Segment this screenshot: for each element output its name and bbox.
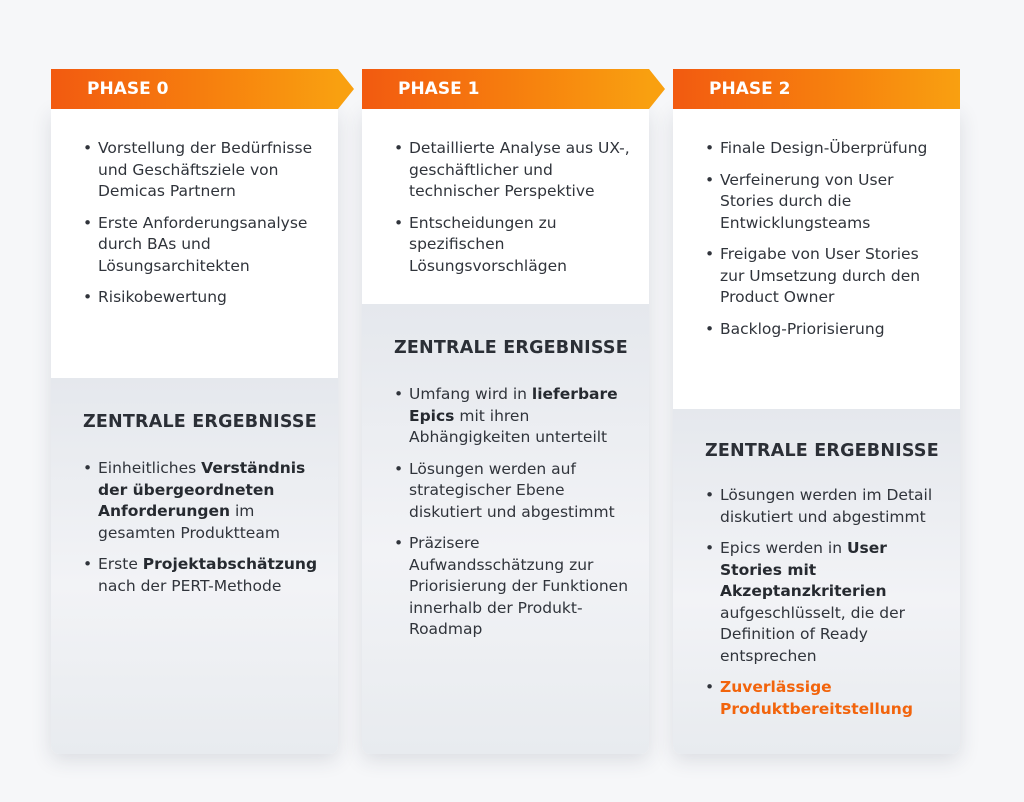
list-item: • Verfeinerung von User Stories durch die Entwicklungsteams <box>705 170 946 235</box>
list-item: • Entscheidungen zu spezifischen Lösungsvorschlägen <box>394 213 635 278</box>
phase-2-label: PHASE 2 <box>709 79 791 99</box>
list-item: • Umfang wird in lieferbare Epics mit ihren Abhängigkeiten unterteilt <box>394 384 631 449</box>
list-item: • Lösungen werden auf strategischer Ebene diskutiert und abgestimmt <box>394 459 631 524</box>
list-item: • Backlog-Priorisierung <box>705 319 946 341</box>
results-title: ZENTRALE ERGEBNISSE <box>83 412 317 432</box>
list-item: • Erste Anforderungsanalyse durch BAs und Lösungsarchitekten <box>83 213 324 278</box>
results-title: ZENTRALE ERGEBNISSE <box>705 441 939 461</box>
phase-0-label: PHASE 0 <box>87 79 169 99</box>
list-item: • Risikobewertung <box>83 287 324 309</box>
phase-2-header <box>673 69 960 109</box>
phase-1-activities <box>362 109 649 304</box>
phase-2-activities <box>673 109 960 409</box>
phase-1-results <box>362 304 649 754</box>
list-item: • Epics werden in User Stories mit Akzeptanzkriterien aufgeschlüsselt, die der Definition of Ready entsprechen <box>705 538 942 667</box>
phase-0-column <box>51 69 338 595</box>
list-item: • Lösungen werden im Detail diskutiert und abgestimmt <box>705 485 942 528</box>
phase-1-label: PHASE 1 <box>398 79 480 99</box>
highlight-item: • Zuverlässige Produktbereitstellung <box>705 677 942 720</box>
phase-1-header <box>362 69 649 109</box>
phase-1-card <box>362 109 649 754</box>
list-item: • Detaillierte Analyse aus UX-, geschäftlicher und technischer Perspektive <box>394 138 635 203</box>
phase-2-column <box>673 69 960 718</box>
list-item: • Präzisere Aufwandsschätzung zur Priorisierung der Funktionen innerhalb der Produkt-Roadmap <box>394 533 631 641</box>
phase-0-header <box>51 69 338 109</box>
phase-0-card <box>51 109 338 754</box>
list-item: • Erste Projektabschätzung nach der PERT-Methode <box>83 554 320 597</box>
phase-2-results <box>673 409 960 754</box>
phase-0-results <box>51 378 338 754</box>
phase-1-column <box>362 69 649 638</box>
results-title: ZENTRALE ERGEBNISSE <box>394 338 628 358</box>
list-item: • Einheitliches Verständnis der übergeordneten Anforderungen im gesamten Produktteam <box>83 458 320 544</box>
phase-0-activities <box>51 109 338 378</box>
phase-2-card <box>673 109 960 754</box>
list-item: • Freigabe von User Stories zur Umsetzung durch den Product Owner <box>705 244 946 309</box>
list-item: • Finale Design-Überprüfung <box>705 138 946 160</box>
list-item: • Vorstellung der Bedürfnisse und Geschäftsziele von Demicas Partnern <box>83 138 324 203</box>
